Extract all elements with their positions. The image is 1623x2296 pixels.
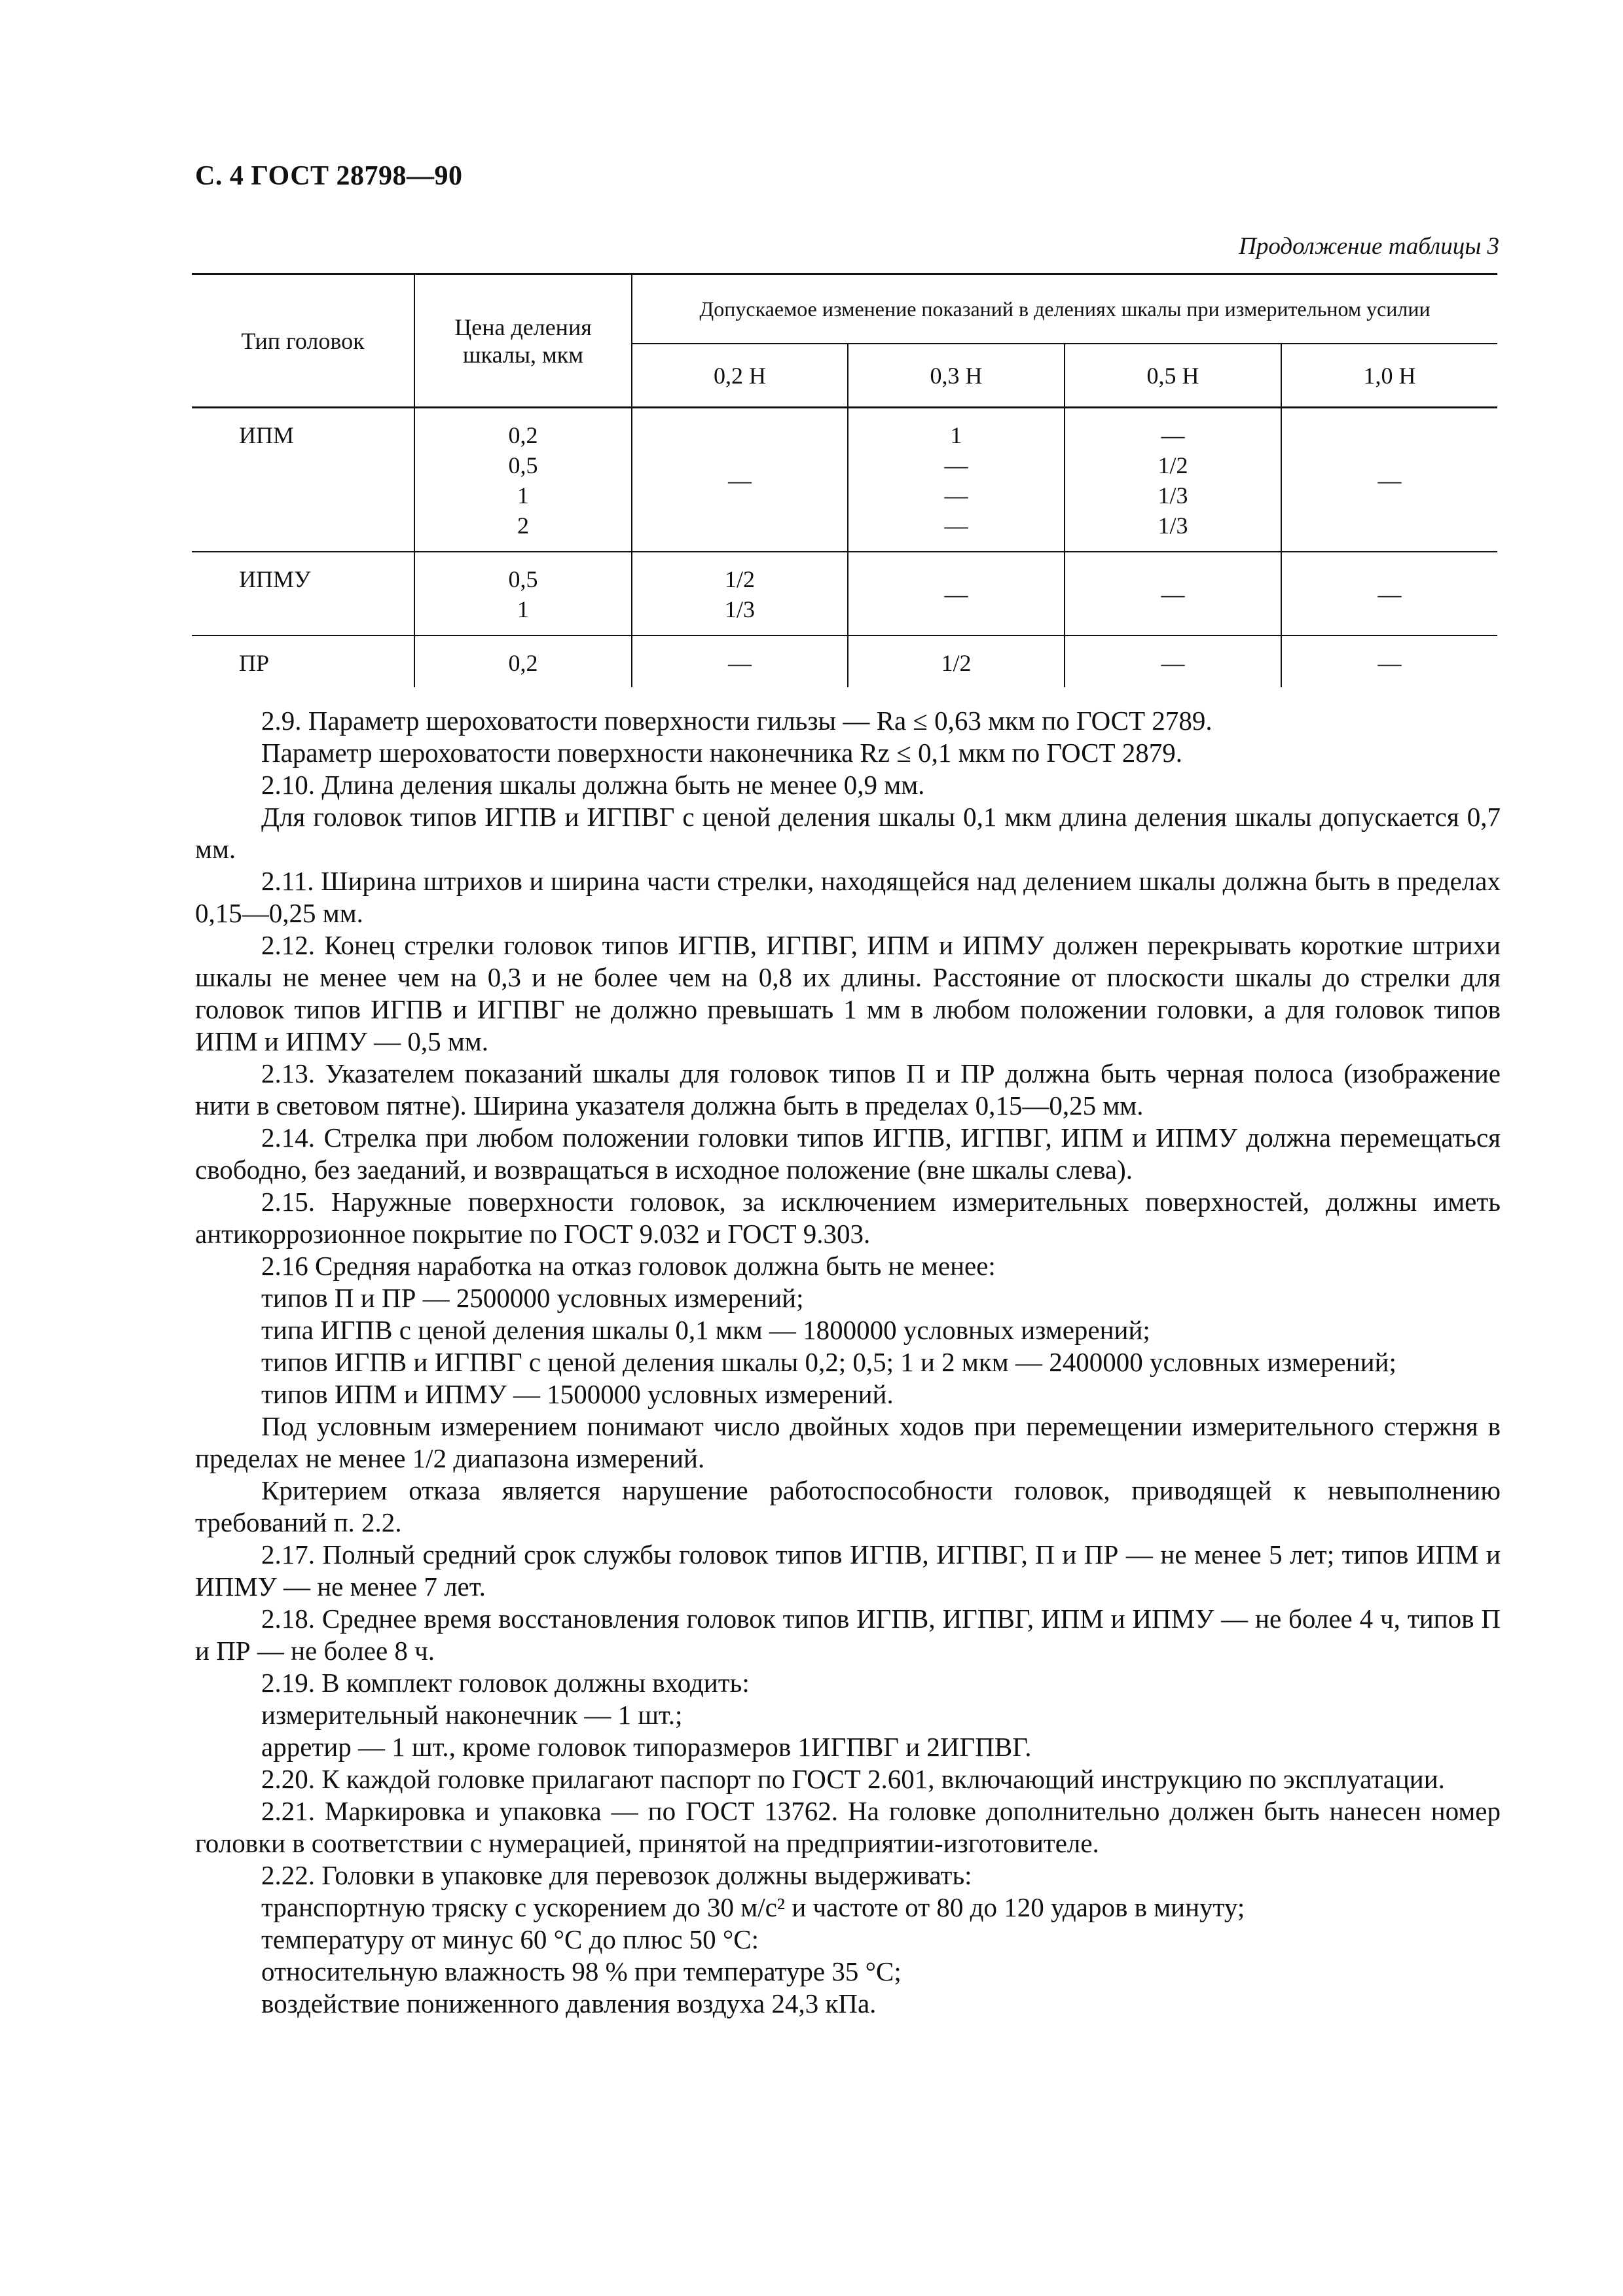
- cell-value: —: [1281, 552, 1497, 636]
- cell-value: —: [1281, 636, 1497, 687]
- row-force-0-3: [848, 408, 1065, 552]
- tolerance-table: [192, 273, 1497, 687]
- paragraph: 2.22. Головки в упаковке для перевозок должны выдерживать:: [261, 1860, 972, 1890]
- table-continuation-caption: Продолжение таблицы 3: [1239, 233, 1499, 260]
- header-scale-price: Цена деления шкалы, мкм: [414, 274, 632, 408]
- header-head-type: Тип головок: [192, 274, 414, 408]
- paragraph: 2.12. Конец стрелки головок типов ИГПВ, ИГПВГ, ИПМ и ИПМУ должен перекрывать короткие штрихи шкалы не менее чем на 0,3 и не более чем на 0,8 их длины. Расстояние от плоскости шкалы до стрелки для головок типов ИГПВ и ИГПВГ не должно превышать 1 мм в любом положении головки, а для головок типов ИПМ и ИПМУ — 0,5 мм.: [195, 930, 1501, 1056]
- paragraph: Критерием отказа является нарушение работоспособности головок, приводящей к невыполнению требований п. 2.2.: [195, 1475, 1501, 1537]
- paragraph: транспортную тряску с ускорением до 30 м/с² и частоте от 80 до 120 ударов в минуту;: [261, 1892, 1245, 1922]
- cell-value: 1/3: [1158, 482, 1188, 509]
- row-head-type: ПР: [239, 650, 270, 676]
- paragraph: температуру от минус 60 °С до плюс 50 °С:: [261, 1924, 759, 1954]
- cell-value: —: [1161, 422, 1185, 448]
- page-header: С. 4 ГОСТ 28798—90: [195, 161, 463, 191]
- paragraph: 2.19. В комплект головок должны входить:: [261, 1668, 750, 1698]
- cell-value: 1/2: [848, 636, 1065, 687]
- cell-value: —: [944, 512, 968, 539]
- row-head-type: ИПМУ: [192, 552, 414, 636]
- header-force-0-2: 0,2 Н: [632, 344, 848, 408]
- cell-value: —: [944, 482, 968, 509]
- paragraph: 2.9. Параметр шероховатости поверхности гильзы — Ra ≤ 0,63 мкм по ГОСТ 2789.: [261, 706, 1213, 736]
- row-force-0-5: [1065, 408, 1281, 552]
- cell-value: —: [632, 636, 848, 687]
- cell-value: 0,5: [508, 566, 538, 592]
- row-force-0-2: [632, 552, 848, 636]
- paragraph: 2.21. Маркировка и упаковка — по ГОСТ 13762. На головке дополнительно должен быть нанесен номер головки в соответствии с нумерацией, принятой на предприятии-изготовителе.: [195, 1796, 1501, 1858]
- paragraph: типов ИПМ и ИПМУ — 1500000 условных измерений.: [261, 1379, 894, 1409]
- row-head-type: ИПМ: [192, 408, 414, 552]
- paragraph: 2.17. Полный средний срок службы головок типов ИГПВ, ИГПВГ, П и ПР — не менее 5 лет; типов ИПМ и ИПМУ — не менее 7 лет.: [195, 1539, 1501, 1602]
- paragraph: 2.20. К каждой головке прилагают паспорт по ГОСТ 2.601, включающий инструкцию по эксплуатации.: [261, 1764, 1445, 1794]
- document-body: [195, 705, 1501, 2020]
- paragraph: воздействие пониженного давления воздуха 24,3 кПа.: [261, 1988, 877, 2018]
- table-row: [192, 552, 1497, 636]
- header-force-0-3: 0,3 Н: [848, 344, 1065, 408]
- cell-value: 1: [517, 482, 529, 509]
- paragraph: 2.16 Средняя наработка на отказ головок должна быть не менее:: [261, 1251, 996, 1281]
- cell-value: 1/3: [724, 596, 755, 622]
- paragraph: Под условным измерением понимают число двойных ходов при перемещении измерительного стержня в пределах не менее 1/2 диапазона измерений.: [195, 1411, 1501, 1473]
- cell-value: —: [1281, 408, 1497, 552]
- cell-value: 1/2: [1158, 452, 1188, 478]
- paragraph: Для головок типов ИГПВ и ИГПВГ с ценой деления шкалы 0,1 мкм длина деления шкалы допускается 0,7 мм.: [195, 802, 1501, 864]
- header-force-0-5: 0,5 Н: [1065, 344, 1281, 408]
- paragraph: 2.10. Длина деления шкалы должна быть не менее 0,9 мм.: [261, 770, 925, 800]
- row-scale-prices: [414, 552, 632, 636]
- paragraph: относительную влажность 98 % при температуре 35 °С;: [261, 1956, 902, 1986]
- paragraph: типов ИГПВ и ИГПВГ с ценой деления шкалы 0,2; 0,5; 1 и 2 мкм — 2400000 условных измерений;: [261, 1347, 1396, 1377]
- paragraph: типа ИГПВ с ценой деления шкалы 0,1 мкм — 1800000 условных измерений;: [261, 1315, 1150, 1345]
- paragraph: измерительный наконечник — 1 шт.;: [261, 1700, 683, 1730]
- paragraph: Параметр шероховатости поверхности наконечника Rz ≤ 0,1 мкм по ГОСТ 2879.: [261, 738, 1183, 768]
- paragraph: арретир — 1 шт., кроме головок типоразмеров 1ИГПВГ и 2ИГПВГ.: [261, 1732, 1032, 1762]
- header-allowed-change: Допускаемое изменение показаний в делениях шкалы при измерительном усилии: [632, 274, 1497, 344]
- cell-value: 0,2: [414, 636, 632, 687]
- table-row: [192, 636, 1497, 687]
- cell-value: —: [944, 452, 968, 478]
- paragraph: 2.14. Стрелка при любом положении головки типов ИГПВ, ИГПВГ, ИПМ и ИПМУ должна перемещаться свободно, без заеданий, и возвращаться в исходное положение (вне шкалы слева).: [195, 1122, 1501, 1185]
- cell-value: 1: [517, 596, 529, 622]
- cell-value: —: [1065, 636, 1281, 687]
- paragraph: 2.15. Наружные поверхности головок, за исключением измерительных поверхностей, должны иметь антикоррозионное покрытие по ГОСТ 9.032 и ГОСТ 9.303.: [195, 1187, 1501, 1249]
- header-force-1-0: 1,0 Н: [1281, 344, 1497, 408]
- cell-value: —: [632, 408, 848, 552]
- paragraph: 2.18. Среднее время восстановления головок типов ИГПВ, ИГПВГ, ИПМ и ИПМУ — не более 4 ч, типов П и ПР — не более 8 ч.: [195, 1604, 1501, 1666]
- table-row: [192, 408, 1497, 552]
- cell-value: 1/3: [1158, 512, 1188, 539]
- cell-value: 0,5: [508, 452, 538, 478]
- cell-value: —: [848, 552, 1065, 636]
- cell-value: 1/2: [724, 566, 755, 592]
- cell-value: 0,2: [508, 422, 538, 448]
- paragraph: 2.11. Ширина штрихов и ширина части стрелки, находящейся над делением шкалы должна быть в пределах 0,15—0,25 мм.: [195, 866, 1501, 928]
- row-scale-prices: [414, 408, 632, 552]
- cell-value: —: [1065, 552, 1281, 636]
- cell-value: 1: [950, 422, 962, 448]
- cell-value: 2: [517, 512, 529, 539]
- paragraph: 2.13. Указателем показаний шкалы для головок типов П и ПР должна быть черная полоса (изображение нити в световом пятне). Ширина указателя должна быть в пределах 0,15—0,25 мм.: [195, 1058, 1501, 1121]
- paragraph: типов П и ПР — 2500000 условных измерений;: [261, 1283, 804, 1313]
